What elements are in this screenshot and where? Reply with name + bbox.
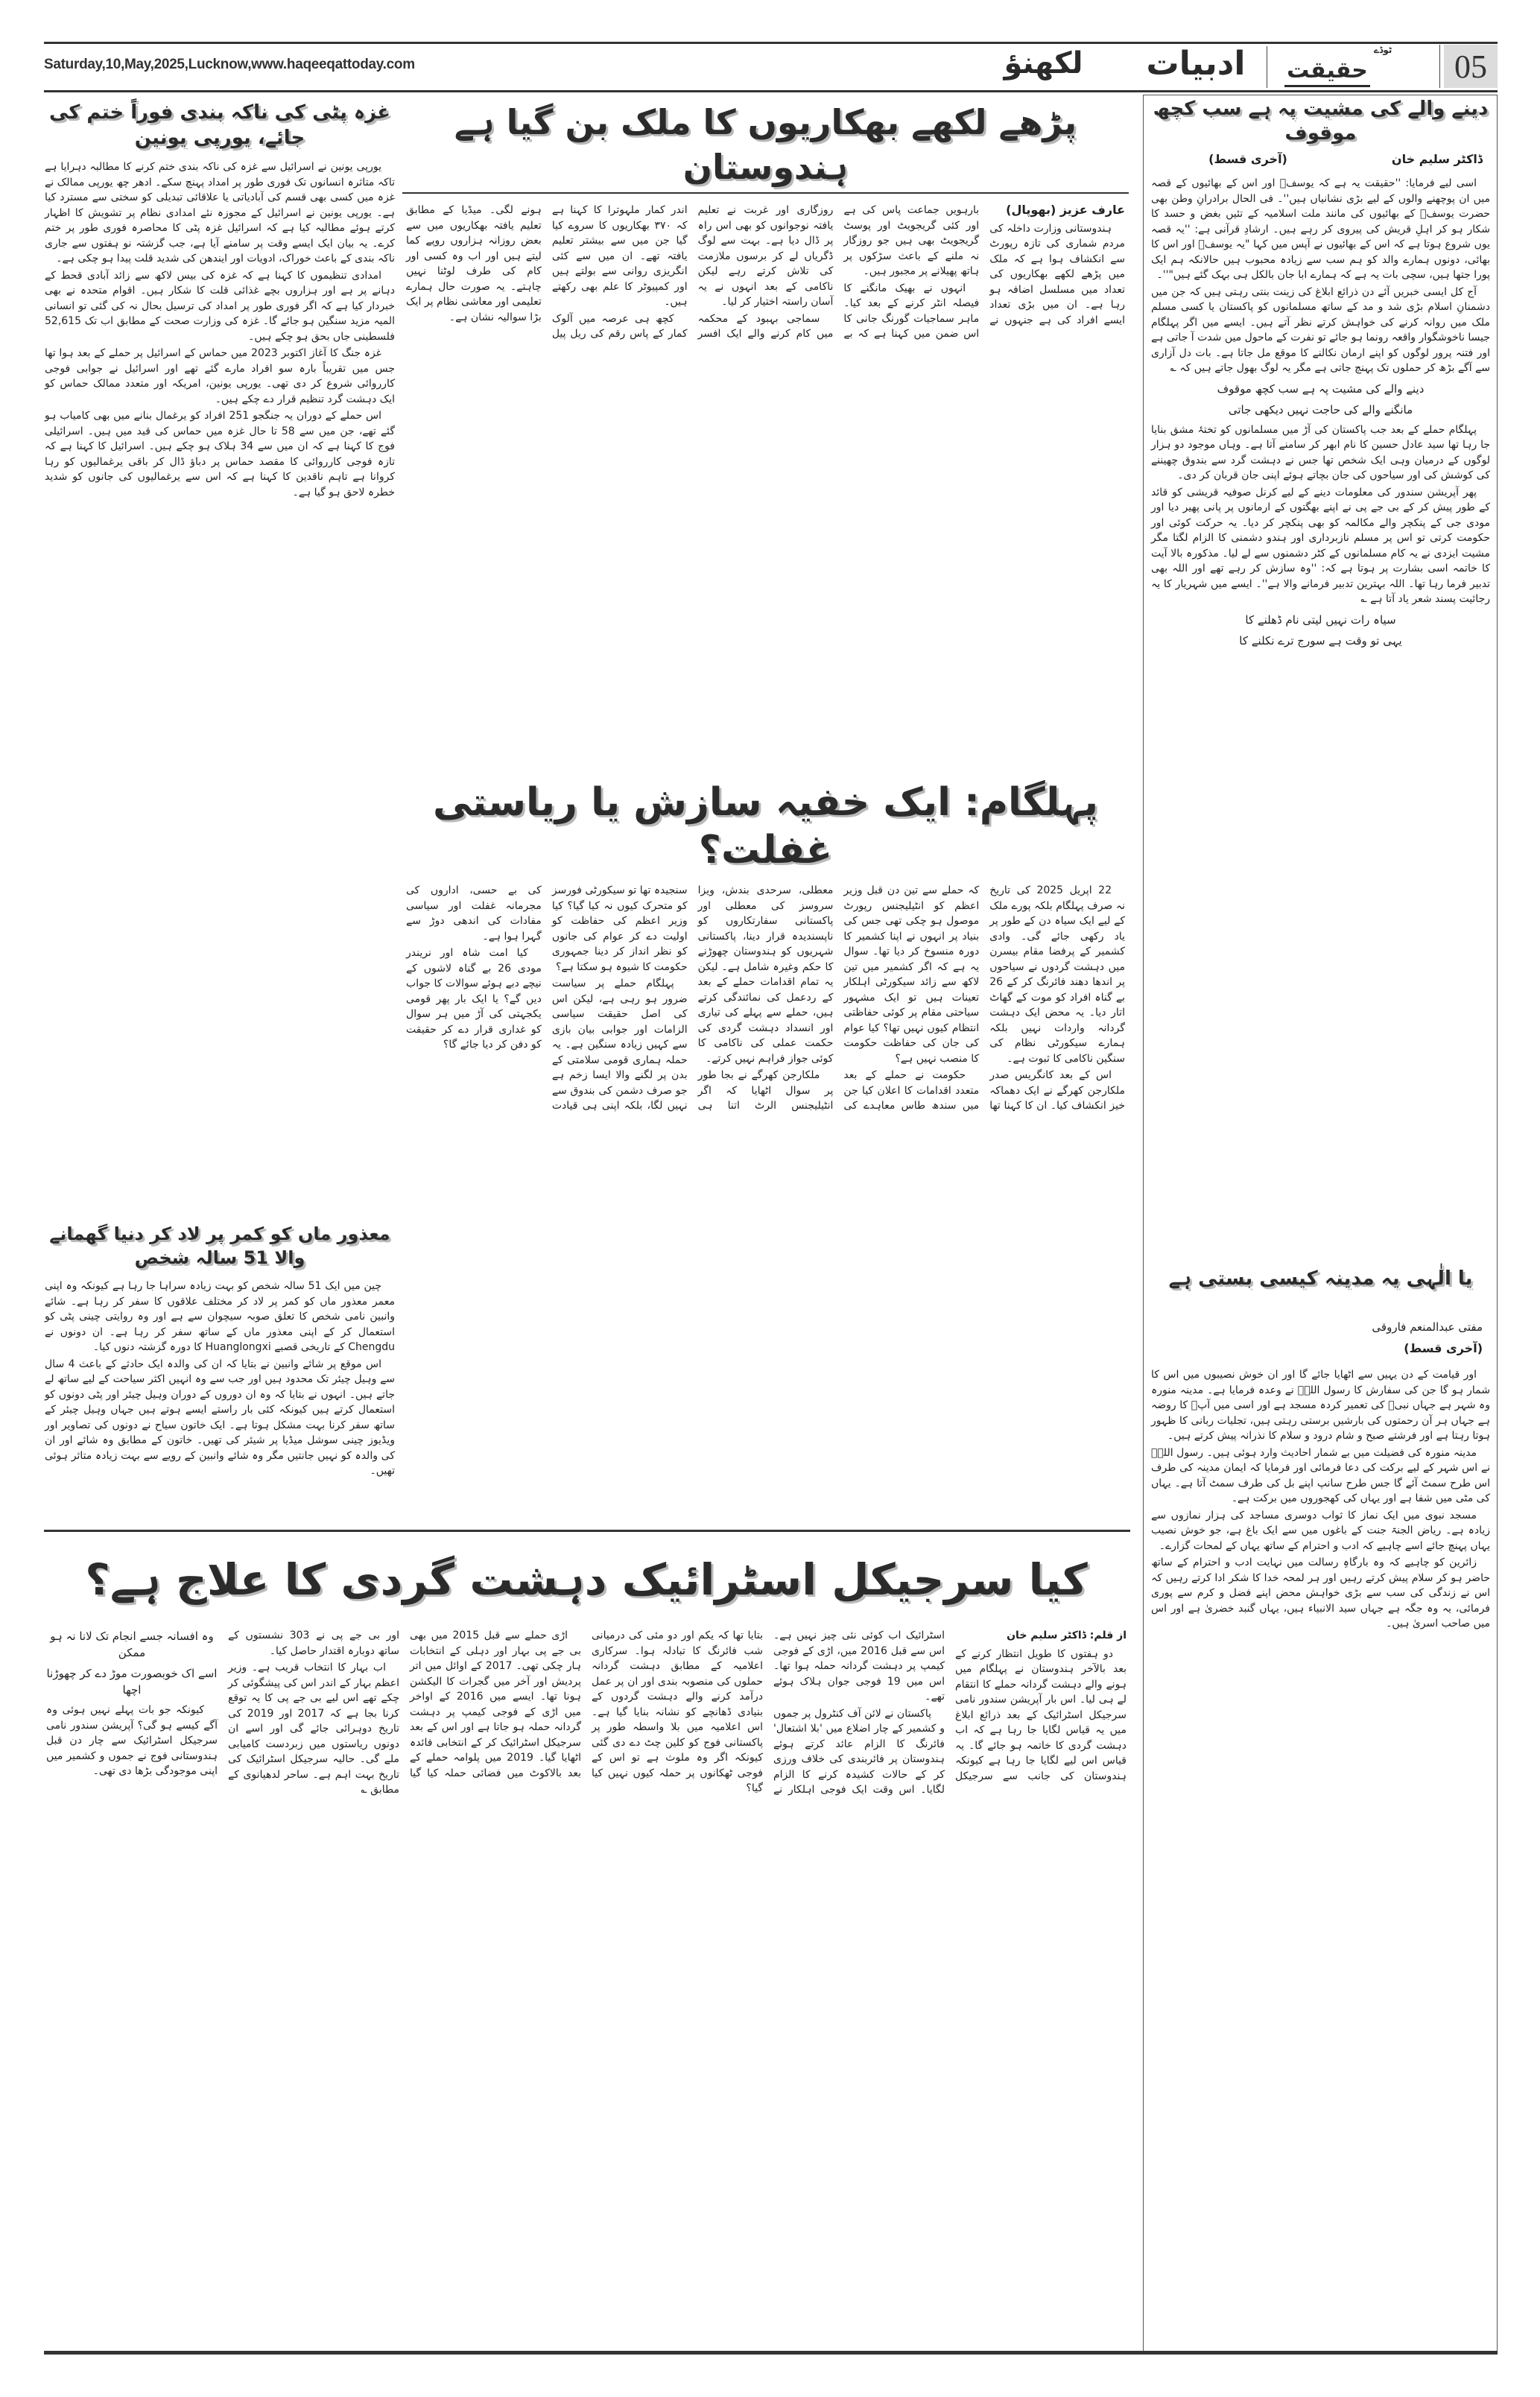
paragraph: اسی لیے فرمایا: ''حقیقت یہ ہے کہ یوسفؑ اور اس کے بھائیوں کے قصہ میں ان پوچھنے والوں کے لیے بڑی نشانیاں ہیں''۔ فی الحال برادرانِ وطن بھی حضرت یوسفؑ کے بھائیوں کی مانند ملت اسلامیہ کے تئیں بغض و حسد کا شکار ہو کر اہلِ قریش کی پیروی کر رہے ہیں۔ ارشادِ قرآنی ہے: ''یہ قصہ یوں شروع ہوتا ہے کہ اس کے بھائیوں نے آپس میں کہا "یہ یوسفؑ اور اس کا بھائی، دونوں ہمارے والد کو ہم سب سے زیادہ محبوب ہیں حالانکہ ہم ایک پورا جتھا ہیں، سچی بات یہ ہے کہ ہمارے ابا جان بالکل ہی بہک گئے ہیں"''۔ — [1151, 177, 1490, 281]
couplet-line: مانگنے والے کی حاجت نہیں دیکھی جاتی — [1228, 402, 1413, 417]
paragraph: اڑی حملے سے قبل 2015 میں بھی بی جے پی بہار اور دہلی کے انتخابات ہار چکی تھی۔ 2017 کے اوائل میں اتر پردیش اور آخر میں گجرات کا الیکشن ہونا تھا۔ ایسے میں 2016 کے اواخر میں اڑی کے فوجی کیمپ پر دہشت گردانہ حملہ ہو جاتا ہے اور اس کے بعد سرجیکل اسٹرائیک کر کے انتخابی فائدہ اٹھایا گیا۔ 2019 میں پلوامہ حملے کے بعد بالاکوٹ میں فضائی حملہ کیا گیا اور بی جے پی نے 303 نشستوں کے ساتھ دوبارہ اقتدار حاصل کیا۔ — [228, 1630, 582, 1779]
paragraph: دو ہفتوں کا طویل انتظار کرنے کے بعد بالآخر ہندوستان نے پہلگام میں ہونے والے دہشت گردانہ حملے کا انتقام لے ہی لیا۔ اس بار آپریشن سندور نامی سرجیکل اسٹرائیک کے بعد ذرائع ابلاغ میں یہ قیاس لگایا جا رہا ہے کہ اب دہشت گردی کا خاتمہ ہو جائے گا۔ یہ قیاس اس لیے لگایا جا رہا ہے کیونکہ ہندوستان کی جانب سے سرجیکل اسٹرائیک اب کوئی نئی چیز نہیں ہے۔ اس سے قبل 2016 میں، اڑی کے فوجی کیمپ پر دہشت گردانہ حملہ ہوا تھا۔ اس میں 19 فوجی جوان ہلاک ہوئے تھے۔ — [773, 1630, 1127, 1782]
paragraph: اور قیامت کے دن یہیں سے اٹھایا جائے گا اور ان خوش نصیبوں میں اس کا شمار ہو گا جن کی سفارش کا رسول اللہؐ نے وعدہ فرمایا ہے۔ مدینہ منورہ وہ شہر ہے جہاں نبیؐ کی تعمیر کردہ مسجد ہے اور اسی میں آپؐ کا روضہ ہے جہاں ہر آن رحمتوں کی بارشیں برستی رہتی ہیں، تجلیات ربانی کا ظہور ہوتا رہتا ہے اور فرشتے صبح و شام درود و سلام کا نذرانہ پیش کرتے ہیں۔ — [1151, 1369, 1490, 1442]
paragraph: پاکستان نے لائن آف کنٹرول پر جموں و کشمیر کے چار اضلاع میں 'بلا اشتعال' فائرنگ کا الزام عائد کرتے ہوئے ہندوستان پر فائربندی کی خلاف ورزی کر کے حالات کشیدہ کرنے کا الزام لگایا۔ اس وقت ایک فوجی اہلکار نے بتایا تھا کہ یکم اور دو مئی کی درمیانی شب فائرنگ کا تبادلہ ہوا۔ سرکاری اعلامیہ کے مطابق دہشت گردانہ حملوں کی منصوبہ بندی اور ان پر عمل درآمد کرنے والے دہشت گردوں کے بنیادی ڈھانچے کو نشانہ بنایا گیا ہے۔ اس اعلامیہ میں بلا واسطہ طور پر پاکستانی فوج کو کلین چٹ دے دی گئی کیونکہ اگر وہ ملوث ہے تو اس کے فوجی ٹھکانوں پر حملہ کیوں نہیں کیا گیا؟ — [592, 1630, 945, 1796]
logo-small-text: ٹوڈے — [1374, 45, 1392, 55]
surgical-strike-byline: از قلم: ڈاکٹر سلیم خان — [1007, 1630, 1127, 1641]
couplet-line: یہی تو وقت ہے سورج ترے نکلنے کا — [1239, 633, 1402, 647]
paragraph: حکومت نے حملے کے بعد متعدد اقدامات کا اعلان کیا جن میں سندھ طاس معاہدے کی معطلی، سرحدی بندش، ویزا سروسز کی معطلی اور پاکستانی سفارتکاروں کو ناپسندیدہ قرار دینا، پاکستانی شہریوں کو ہندوستان چھوڑنے کا حکم وغیرہ شامل ہے۔ لیکن یہ تمام اقدامات حملے کے بعد کے ردعمل کی نمائندگی کرتے ہیں، حملے سے پہلے کی تیاری اور انسداد دہشت گردی کی حکمت عملی کی ناکامی کا کوئی جواز فراہم نہیں کرتے۔ — [697, 884, 980, 1112]
paragraph: چین میں ایک 51 سالہ شخص کو بہت زیادہ سراہا جا رہا ہے کیونکہ وہ اپنی معمر معذور ماں کو کمر پر لاد کر مختلف علاقوں کا سفر کر رہا ہے۔ شائے وانبین نامی شخص کا تعلق صوبہ سیچوان سے ہے اور وہ روایتی چینی پٹی کو استعمال کر کے اپنی معذور ماں کے ساتھ سفر کر رہا ہے۔ ان دونوں نے Chengdu کے تاریخی قصبے Huanglongxi کا دورہ گزشتہ دنوں کیا۔ — [45, 1280, 395, 1353]
gaza-headline: غزہ پٹی کی ناکہ بندی فوراً ختم کی جائے، یورپی یونین — [48, 101, 391, 149]
paragraph: زائرین کو چاہیے کہ وہ بارگاہِ رسالت میں نہایت ادب و احترام کے ساتھ حاضر ہو کر سلام پیش کرتے رہیں اور ہر لمحہ خدا کا شکر ادا کرتے رہیں کہ اس نے زندگی کی سب سے بڑی خواہش محض اپنے فضل و کرم سے پوری فرمائی، یہ وہ جگہ ہے جہاں سید الانبیاء ہیں، یہاں گنبد خضریٰ ہے اور اس میں صاحب اسریٰ ہیں۔ — [1151, 1557, 1490, 1630]
madina-headline: یا الٰہی یہ مدینہ کیسی بستی ہے — [1168, 1267, 1473, 1290]
paragraph: پہلگام حملے پر سیاست ضرور ہو رہی ہے، لیکن اس کی اصل حقیقت سیاسی الزامات اور جوابی بیان بازی سے کہیں زیادہ سنگین ہے۔ یہ حملہ ہماری قومی سلامتی کے بدن پر لگنے والا ایسا زخم ہے جو صرف دشمن کی بندوق سے نہیں لگا، بلکہ اپنی ہی قیادت کی بے حسی، اداروں کی مجرمانہ غفلت اور سیاسی مفادات کی اندھی دوڑ سے گہرا ہوا ہے۔ — [406, 884, 688, 1112]
paragraph: آج کل ایسی خبریں آئے دن ذرائع ابلاغ کی زینت بنتی رہتی ہیں کہ جن میں دشمنانِ اسلام بڑی شد و مد کے ساتھ مسلمانوں کو پاکستان یا کسی مسلم ملک میں روانہ کرنے کی خواہش کرتے نظر آتے ہیں۔ ایسے میں اگر پہلگام جیسا ناخوشگوار واقعہ رونما ہو جائے تو نفرت کے ماحول میں شدت آ جاتی ہے اور فتنہ پرور لوگوں کو اپنے ارمان نکالنے کا موقع مل جاتا ہے۔ بات دل آزاری سے آگے بڑھ کر حملوں تک پہنچ جاتی ہے مگر یہ لوگ بھول جاتے ہیں کہ ؎ — [1151, 285, 1490, 374]
paragraph: اس کے بعد کانگریس صدر ملکارجن کھرگے نے ایک دھماکہ خیز انکشاف کیا۔ ان کا کہنا تھا کہ حملے سے تین دن قبل وزیر اعظم کو انٹیلیجنس رپورٹ موصول ہو چکی تھی جس کی بنیاد پر انہوں نے اپنا کشمیر کا دورہ منسوخ کر دیا تھا۔ سوال یہ ہے کہ اگر کشمیر میں تین لاکھ سے زائد سیکورٹی اہلکار تعینات ہیں تو ایک مشہور سیاحتی مقام پر کوئی حفاظتی انتظام کیوں نہیں تھا؟ کیا عوام کی جان کی حفاظت حکومت کا منصب نہیں ہے؟ — [843, 884, 1125, 1112]
mother-article-body — [45, 1279, 395, 1481]
mashiyat-author: ڈاکٹر سلیم خان — [1391, 152, 1483, 166]
madina-author: مفتی عبدالمنعم فاروقی — [1372, 1320, 1483, 1334]
paragraph: 22 اپریل 2025 کی تاریخ نہ صرف پہلگام بلکہ پورے ملک کے لیے ایک سیاہ دن کے طور پر یاد رکھی جائے گی۔ وادی کشمیر کے پرفضا مقام بیسرن میں دہشت گردوں نے سیاحوں پر اندھا دھند فائرنگ کر کے 26 بے گناہ افراد کو موت کے گھاٹ اتار دیا۔ یہ محض ایک دہشت گردانہ واردات نہیں بلکہ ہمارے سیکورٹی نظام کی سنگین ناکامی کا ثبوت ہے۔ — [989, 884, 1125, 1065]
mashiyat-installment: (آخری قسط) — [1208, 152, 1287, 166]
paragraph: یورپی یونین نے اسرائیل سے غزہ کی ناکہ بندی ختم کرنے کا مطالبہ دہرایا ہے تاکہ متاثرہ انسانوں تک فوری طور پر امداد پہنچ سکے۔ ادھر چھ یورپی ممالک نے غزہ میں کسی بھی قسم کی آبادیاتی یا علاقائی تبدیلی کو سختی سے مسترد کیا ہے۔ یورپی یونین نے اسرائیل کے مجوزہ نئے امدادی نظام پر تشویش کا اظہار کرتے ہوئے مطالبہ کیا ہے کہ اسرائیل غزہ پٹی کا محاصرہ فوری طور پر ختم کرے۔ یہ بیان ایک ایسے وقت پر سامنے آیا ہے، جب گزشتہ نو ہفتوں سے جاری ناکہ بندی کے باعث خوراک، ادویات اور ایندھن کی شدید قلت پیدا ہو چکی ہے۔ — [45, 161, 395, 265]
beggars-article-body — [406, 203, 1125, 342]
couplet-line: اسے اک خوبصورت موڑ دے کر چھوڑنا اچھا — [46, 1667, 218, 1697]
pahalgam-headline: پہلگام: ایک خفیہ سازش یا ریاستی غفلت؟ — [433, 780, 1098, 873]
paragraph: اب بہار کا انتخاب قریب ہے۔ وزیر اعظم بہار کے اندر اس کی پیشگوئی کر چکے تھے اس لیے بی جے پی کا یہ توقع کرنا بجا ہے کہ 2017 اور 2019 کی تاریخ دوہرائی جائے گی اور اسے ان دونوں ریاستوں میں زبردست کامیابی ملے گی۔ حالیہ سرجیکل اسٹرائیک کی تاریخ بہت اہم ہے۔ ساحر لدھیانوی کے مطابق ؎ — [228, 1662, 399, 1796]
paragraph: کیونکہ جو بات پہلے نہیں ہوئی وہ آگے کیسے ہو گی؟ آپریشن سندور نامی سرجیکل اسٹرائیک سے چار دن قبل ہندوستانی فوج نے جموں و کشمیر میں اپنی موجودگی بڑھا دی تھی۔ — [46, 1704, 218, 1777]
paragraph: مسجد نبوی میں ایک نماز کا ثواب دوسری مساجد کی ہزار نمازوں سے زیادہ ہے۔ ریاض الجنۃ جنت کے باغوں میں سے ایک باغ ہے، جو خوش نصیب یہاں پہنچ جائے اسے چاہیے کہ ادب و احترام کے ساتھ یہاں کے لمحات گزارے۔ — [1151, 1509, 1490, 1552]
paragraph: پہلگام حملے کے بعد جب پاکستان کی آڑ میں مسلمانوں کو تختۂ مشق بنایا جا رہا تھا سید عادل حسین کا نام ابھر کر سامنے آتا ہے۔ وہاں موجود دو ہزار لوگوں کے درمیان وہی ایک شخص تھا جس نے دہشت گرد سے بندوق چھیننے کی کوشش کی اور سیاحوں کی جان بچاتے ہوئے اپنی جان قربان کر دی۔ — [1151, 423, 1490, 481]
pahalgam-article-body — [406, 883, 1125, 1114]
masthead-divider — [1439, 45, 1440, 88]
dateline: Saturday,10,May,2025,Lucknow,www.haqeeqattoday.com — [44, 57, 415, 72]
couplet-line: سیاہ رات نہیں لیتی نام ڈھلنے کا — [1245, 612, 1396, 627]
madina-installment: (آخری قسط) — [1404, 1341, 1483, 1355]
paragraph: سماجی بہبود کے محکمہ میں کام کرنے والے ایک افسر اندر کمار ملہوترا کا کہنا ہے کہ ۳۷۰ بھکاریوں کا سروے کیا گیا جن میں سے بیشتر تعلیم یافتہ تھے۔ ان میں سے کئی انگریزی روانی سے بولتے ہیں اور کمپیوٹر کا علم بھی رکھتے ہیں۔ — [551, 204, 834, 340]
header-bottom-rule — [44, 90, 1498, 92]
city-label: لکھنؤ — [1004, 46, 1083, 80]
paragraph: کیا امت شاہ اور نریندر مودی 26 بے گناہ لاشوں کے نیچے دبے ہوئے سوالات کا جواب دیں گے؟ یا ایک بار پھر قومی یکجہتی کی آڑ میں ہر سوال کو غداری قرار دے کر حقیقت کو دفن کر دیا جائے گا؟ — [406, 947, 542, 1051]
paragraph: انہوں نے بھیک مانگنے کا فیصلہ انٹر کرنے کے بعد کیا۔ ماہر سماجیات گورنگ جانی کا اس ضمن میں کہنا ہے کہ بے روزگاری اور غربت نے تعلیم یافتہ نوجوانوں کو بھی اس راہ پر ڈال دیا ہے۔ بہت سے لوگ ڈگریاں لے کر برسوں ملازمت کی تلاش کرتے رہے لیکن ناکامی کے بعد انہوں نے یہ آسان راستہ اختیار کر لیا۔ — [697, 204, 980, 340]
beggars-headline-rule — [402, 192, 1129, 194]
paragraph: اس حملے کے دوران یہ جنگجو 251 افراد کو یرغمال بنانے میں بھی کامیاب ہو گئے تھے، جن میں سے 58 تا حال غزہ میں حماس کی قید میں ہیں۔ اسرائیلی فوج کا کہنا ہے کہ ان میں سے 34 ہلاک ہو چکے ہیں۔ اسرائیل کا کہنا ہے کہ تازہ فوجی کارروائی کا مقصد حماس پر دباؤ ڈال کر باقی یرغمالیوں کو رہا کروانا ہے تاہم ناقدین کا کہنا ہے کہ اس سے یرغمالیوں کی جانوں کو شدید خطرہ لاحق ہو گیا ہے۔ — [45, 410, 395, 498]
paragraph: پھر آپریشن سندور کی معلومات دینے کے لیے کرنل صوفیہ قریشی کو قائد کے طور پیش کر کے بی جے پی نے اپنے بھگتوں کے ارمانوں پر پانی پھیر دیا اور مودی جی کے پنکچر والے مکالمہ کو بھی پنکچر کر دیا۔ یہ حرکت کوئی اور حکومت کرتی تو اس پر مسلم نازبرداری اور ہندو دشمنی کا الزام لگتا مگر مشیت ایزدی نے یہ کام مسلمانوں کے کٹر دشمنوں سے لے لیا۔ مذکورہ بالا آیت کا خاتمہ اسی بشارت پر ہوتا ہے کہ: ''وہ سازش کر رہے تھے اور اللہ بھی تدبیر فرما رہا تھا۔ اللہ بہترین تدبیر فرمانے والا ہے''۔ ایسے میں شہریار کا یہ رجائیت پسند شعر یاد آتا ہے ؎ — [1151, 486, 1490, 605]
section-divider-rule — [44, 1530, 1130, 1532]
surgical-strike-article-body — [46, 1628, 1127, 1798]
paragraph: ملکارجن کھرگے نے بجا طور پر سوال اٹھایا کہ اگر انٹیلیجنس الرٹ اتنا ہی سنجیدہ تھا تو سیکورٹی فورسز کو متحرک کیوں نہ کیا گیا؟ کیا وزیر اعظم کی حفاظت کو اولیت دے کر عوام کی جانوں کو نظر انداز کر دینا جمہوری حکومت کا شیوہ ہو سکتا ہے؟ — [551, 884, 834, 1112]
newspaper-logo — [1277, 43, 1415, 89]
surgical-strike-headline: کیا سرجیکل اسٹرائیک دہشت گردی کا علاج ہے؟ — [85, 1554, 1088, 1605]
madina-article-body — [1151, 1367, 1490, 1633]
mashiyat-article-body — [1151, 176, 1490, 653]
paragraph: اس موقع پر شائے وانبین نے بتایا کہ ان کی والدہ ایک حادثے کے باعث 4 سال سے وہیل چیئر تک محدود ہیں اور جب سے وہ انہیں اکثر سیاحت کے لیے ساتھ لے جاتے ہیں۔ انہوں نے بتایا کہ وہ ان دوروں کے دوران وہیل چیئر اور پٹی دونوں کو استعمال کرتے ہیں کیونکہ کئی بار راستے ایسے ہوتے ہیں جہاں وہیل چیئر کے ساتھ سفر کرنا بہت مشکل ہوتا ہے۔ ایک خاتون سیاح نے دونوں کی تصاویر اور ویڈیوز چینی سوشل میڈیا پر شیئر کی تھیں۔ خاتون کے مطابق وہ شائے اور ان کی والدہ کو نہیں جانتیں مگر وہ شائے وانبین کے رویے سے بہت زیادہ متاثر ہوئی تھیں۔ — [45, 1358, 395, 1477]
gaza-article-body — [45, 159, 395, 501]
logo-main-text: حقیقت — [1284, 57, 1370, 87]
mashiyat-headline: دینے والے کی مشیت پہ ہے سب کچھ موقوف — [1153, 98, 1489, 145]
beggars-headline: پڑھے لکھے بھکاریوں کا ملک بن گیا ہے ہندوستان — [454, 102, 1077, 187]
page-bottom-rule — [44, 2351, 1498, 2355]
paragraph: ہندوستانی وزارت داخلہ کی مردم شماری کی تازہ رپورٹ سے انکشاف ہوا ہے کہ ملک میں پڑھے لکھے بھکاریوں کی تعداد میں مسلسل اضافہ ہو رہا ہے۔ ان میں بڑی تعداد ایسے افراد کی ہے جنہوں نے بارہویں جماعت پاس کی ہے اور کئی گریجویٹ اور پوسٹ گریجویٹ بھی ہیں جو روزگار نہ ملنے کے باعث سڑکوں پر ہاتھ پھیلانے پر مجبور ہیں۔ — [843, 204, 1125, 326]
mother-headline: معذور ماں کو کمر پر لاد کر دنیا گھمانے والا 51 سالہ شخص — [49, 1223, 390, 1268]
couplet-line: وہ افسانہ جسے انجام تک لانا نہ ہو ممکن — [50, 1630, 214, 1659]
paragraph: مدینہ منورہ کی فضیلت میں بے شمار احادیث وارد ہوئی ہیں۔ رسول اللہؐ نے اس شہر کے لیے برکت کی دعا فرمائی اور فرمایا کہ ایمان مدینہ کی طرف اس طرح سمٹ آئے گا جس طرح سانپ اپنے بل کی طرف سمٹ آتا ہے۔ یہاں کی مٹی میں شفا ہے اور یہاں کی کھجوروں میں برکت ہے۔ — [1151, 1446, 1490, 1504]
paragraph: غزہ جنگ کا آغاز اکتوبر 2023 میں حماس کے اسرائیل پر حملے کے بعد ہوا تھا جس میں تقریباً بارہ سو افراد مارے گئے تھے اور اسرائیل نے جوابی فوجی کارروائی شروع کر دی تھی۔ یورپی یونین، امریکہ اور متعدد ممالک حماس کو ایک دہشت گرد تنظیم قرار دے چکے ہیں۔ — [45, 347, 395, 405]
paragraph: امدادی تنظیموں کا کہنا ہے کہ غزہ کی بیس لاکھ سے زائد آبادی قحط کے دہانے پر ہے اور ہزاروں بچے غذائی قلت کا شکار ہیں۔ اقوام متحدہ نے بھی خبردار کیا ہے کہ اگر فوری طور پر امداد کی ترسیل بحال نہ کی گئی تو انسانی المیہ مزید سنگین ہو جائے گا۔ غزہ کی وزارت صحت کے مطابق اب تک 52,615 فلسطینی جاں بحق ہو چکے ہیں۔ — [45, 269, 395, 343]
section-title: ادبیات — [1146, 45, 1246, 83]
page-number: 05 — [1444, 45, 1498, 88]
couplet-line: دینے والے کی مشیت پہ ہے سب کچھ موقوف — [1217, 381, 1425, 396]
paragraph: کچھ ہی عرصہ میں آلوک کمار کے پاس رقم کی ریل پیل ہونے لگی۔ میڈیا کے مطابق تعلیم یافتہ بھکاریوں میں سے بعض روزانہ ہزاروں روپے کما لیتے ہیں اور اب وہ کسی اور کام کی طرف لوٹنا نہیں چاہتے۔ یہ صورت حال ہمارے تعلیمی اور معاشی نظام پر ایک بڑا سوالیہ نشان ہے۔ — [406, 204, 688, 340]
beggars-byline: عارف عزیز (بھوپال) — [1006, 203, 1125, 217]
